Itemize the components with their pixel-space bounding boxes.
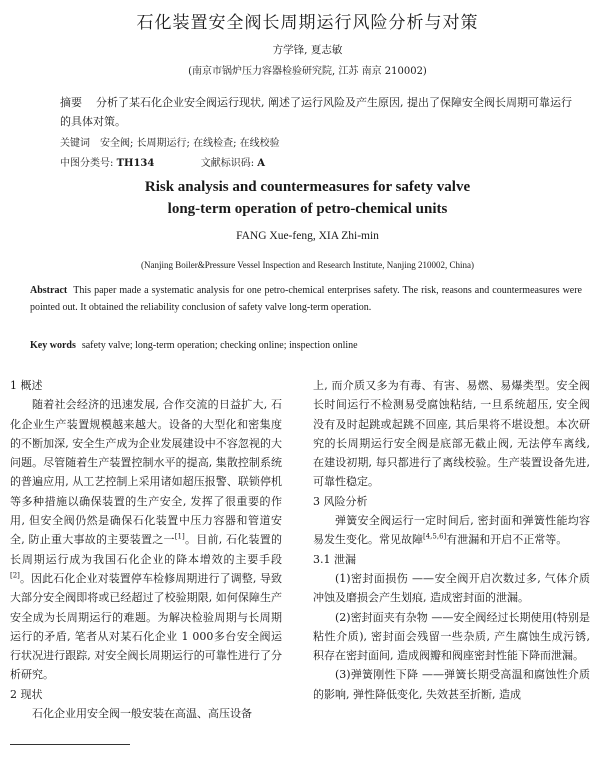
abstract-en-label: Abstract xyxy=(30,285,68,296)
section-2-heading: 2 现状 xyxy=(10,687,43,701)
section-3-paragraph xyxy=(313,511,590,550)
section-2-paragraph: 石化企业用安全阀一般安装在高温、高压设备 xyxy=(32,707,252,721)
section-2-continuation: 上, 而介质又多为有毒、有害、易燃、易爆类型。安全阀长时间运行不检测易受腐蚀粘结, 一旦系统超压, 安全阀没有及时起跳或起跳不回座, 其后果将不堪设想。本次研究的长周期运行安全阀是底部无截止阀, 无法停车离线, 在建设初期, 每只都进行了离线校验。生产装置设备先进, 可靠性稳定。 xyxy=(313,379,590,489)
abstract-en xyxy=(30,283,582,316)
citation-1: [1] xyxy=(174,532,185,541)
keywords-cn xyxy=(60,134,580,149)
affiliation-cn: (南京市锅炉压力容器检验研究院, 江苏 南京 210002) xyxy=(188,66,427,77)
authors-cn: 方学锋, 夏志敏 xyxy=(272,44,343,56)
section-1-text-b: 。目前, 石化装置的长周期运行成为我国石化企业的降本增效的主要手段 xyxy=(10,533,282,566)
list-item-3: (3)弹簧刚性下降 ——弹簧长期受高温和腐蚀性介质的影响, 弹性降低变化, 失效甚至折断, 造成 xyxy=(313,668,590,701)
body-column-left xyxy=(10,376,282,723)
abstract-cn xyxy=(60,93,580,131)
keywords-en xyxy=(30,340,582,351)
clc-label: 中图分类号: xyxy=(60,158,114,169)
section-1-text-c: 。因此石化企业对装置停车检修周期进行了调整, 导致大部分安全阀即将或已经超过了校验期限, 如何保障生产安全成为长周期运行的难题。为解决检验周期与长周期运行的矛盾, 笔者从对某石化企业 1 000多台安全阀运行状况进行跟踪, 对安全阀长周期运行的可靠性进行了分析研究。 xyxy=(10,571,282,682)
footnote-rule xyxy=(10,744,130,745)
doc-code-value: A xyxy=(257,158,266,169)
paper-title-en xyxy=(0,176,615,220)
authors-en: FANG Xue-feng, XIA Zhi-min xyxy=(236,230,379,242)
section-3-heading: 3 风险分析 xyxy=(313,494,368,508)
list-item-1: (1)密封面损伤 ——安全阀开启次数过多, 气体介质冲蚀及磨损会产生划痕, 造成密封面的泄漏。 xyxy=(313,571,590,605)
citation-2: [2] xyxy=(10,571,20,580)
section-3-text-a: 弹簧安全阀运行一定时间后, 密封面和弹簧性能均容易发生变化。常见故障 xyxy=(313,514,590,547)
section-3-text-b: 有泄漏和开启不正常等。 xyxy=(446,533,568,547)
paper-title-en-line2: long-term operation of petro-chemical units xyxy=(167,201,448,217)
clc-value: TH134 xyxy=(116,158,155,169)
body-column-right xyxy=(313,376,590,704)
paper-title-cn: 石化装置安全阀长周期运行风险分析与对策 xyxy=(136,13,479,33)
section-1-paragraph xyxy=(10,395,282,684)
keywords-cn-text: 安全阀; 长周期运行; 在线检查; 在线校验 xyxy=(100,138,280,149)
list-item-2: (2)密封面夹有杂物 ——安全阀经过长期使用(特别是粘性介质), 密封面会残留一些杂质, 产生腐蚀生成污锈, 积存在密封面间, 造成阀瓣和阀座密封性能下降而泄漏。 xyxy=(313,610,590,663)
section-1-heading: 1 概述 xyxy=(10,379,43,392)
section-1-text-a: 随着社会经济的迅速发展, 合作交流的日益扩大, 石化企业生产装置规模越来越大。设备的大型化和密集度的不断加深, 安全生产成为企业发展建设中不容忽视的大问题。尽管随着生产装置控制水平的提高, 集散控制系统的普遍应用, 从工艺控制上采用诸如超压报警、联锁停机等多种措施以确保装置的生产安全, 发挥了很重要的作用, 但安全阀仍然是确保石化装置中压力容器和管道安全, 防止重大事故的主要装置之一 xyxy=(10,398,282,547)
abstract-en-text: This paper made a systematic analysis for one petro-chemical enterprises safety. The risk, reasons and countermeasures were pointed out. It obtained the reliability conclusion of safety valve long-term operation. xyxy=(30,285,582,313)
affiliation-en: (Nanjing Boiler&Pressure Vessel Inspection and Research Institute, Nanjing 210002, China) xyxy=(140,260,475,270)
abstract-cn-text: 分析了某石化企业安全阀运行现状, 阐述了运行风险及产生原因, 提出了保障安全阀长周期可靠运行的具体对策。 xyxy=(60,96,572,128)
paper-title-en-line1: Risk analysis and countermeasures for safety valve xyxy=(144,179,471,195)
keywords-en-label: Key words xyxy=(30,340,76,351)
classification-cn xyxy=(60,154,580,169)
citation-3: [4,5,6] xyxy=(423,532,447,541)
abstract-cn-label: 摘要 xyxy=(60,96,82,109)
keywords-cn-label: 关键词 xyxy=(60,138,90,149)
keywords-en-text: safety valve; long-term operation; checking online; inspection online xyxy=(81,340,358,351)
doc-code-label: 文献标识码: xyxy=(200,158,255,169)
section-3-1-heading: 3.1 泄漏 xyxy=(313,552,356,566)
